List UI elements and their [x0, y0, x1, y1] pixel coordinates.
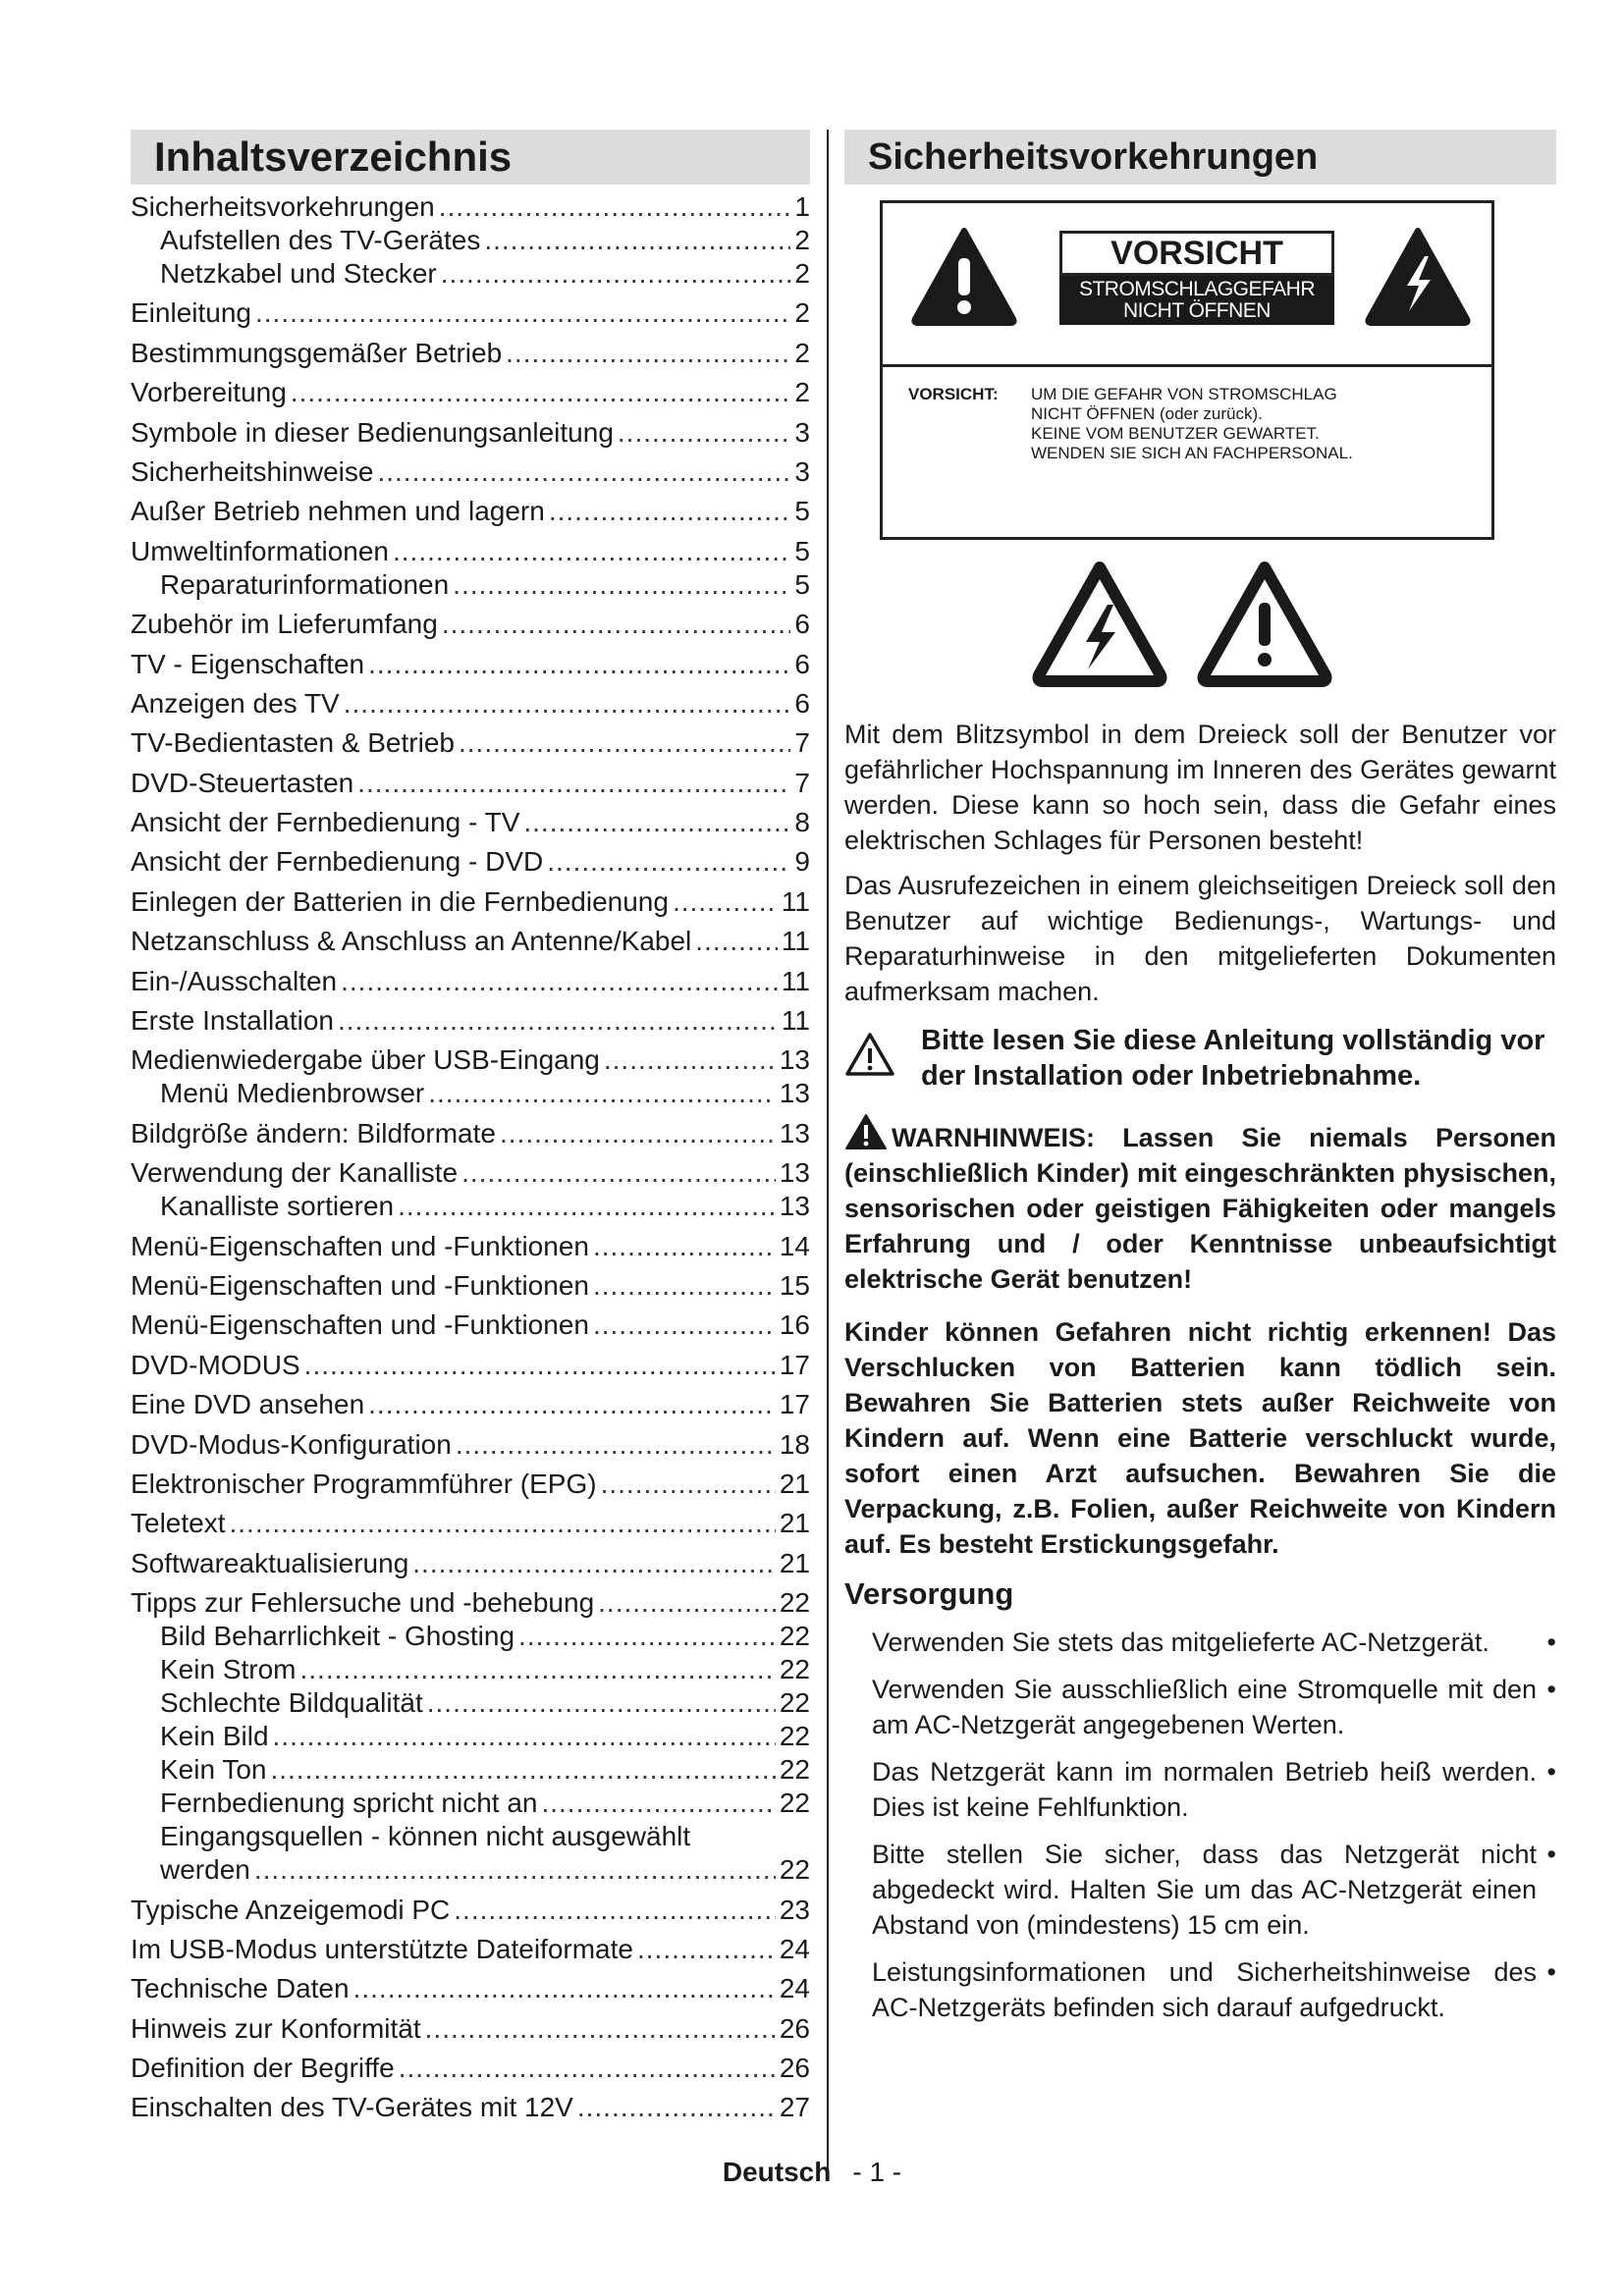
toc-entry: [131, 1388, 810, 1421]
toc-entry: [131, 2012, 810, 2046]
toc-entry-page: 13: [779, 1117, 810, 1148]
toc-dot-leader: [601, 1468, 776, 1501]
toc-entry-page: 24: [779, 1973, 810, 2004]
toc-dot-leader: [547, 845, 790, 879]
toc-entry: [131, 2052, 810, 2085]
toc-entry-title: Tipps zur Fehlersuche und -behebung: [131, 1587, 595, 1619]
toc-dot-leader: [291, 376, 791, 409]
toc-entry: [131, 1507, 810, 1540]
toc-entry-page: 15: [779, 1269, 810, 1301]
toc-entry: [131, 1077, 810, 1110]
toc-entry-page: 2: [794, 258, 810, 289]
caution-label: [1059, 231, 1334, 325]
toc-entry: [131, 1720, 810, 1753]
toc-entry-page: 7: [794, 727, 810, 759]
toc-dot-leader: [412, 1547, 776, 1580]
toc-dot-leader: [549, 495, 791, 528]
toc-column: [131, 130, 810, 2124]
toc-entry-title: Anzeigen des TV: [131, 687, 340, 719]
caution-label-top: [883, 203, 1491, 367]
toc-entry-title: Symbole in dieser Bedienungsanleitung: [131, 416, 614, 448]
toc-entry: [131, 224, 810, 257]
toc-entry: [131, 1230, 810, 1263]
toc-dot-leader: [453, 568, 790, 602]
toc-entry: [131, 1972, 810, 2005]
toc-entry-title: Verwendung der Kanalliste: [131, 1157, 459, 1189]
toc-dot-leader: [368, 1388, 776, 1421]
toc-entry-title: Menü-Eigenschaften und -Funktionen: [131, 1269, 589, 1301]
bullet-mark: •: [1546, 1628, 1556, 1657]
supply-bullets: [844, 1625, 1556, 2025]
toc-entry-page: 2: [794, 225, 810, 255]
exclamation-symbol-explanation: Das Ausrufezeichen in einem gleichseitigen Dreieck soll den Benutzer auf wichtige Bedienungs-, Wartungs- und Reparaturhinweise in den mitgelieferten Dokumenten aufmerksam machen.: [844, 871, 1556, 1006]
toc-entry-page: 2: [794, 377, 810, 408]
toc-dot-leader: [593, 1308, 776, 1342]
toc-entry-page: 21: [779, 1547, 810, 1578]
toc-entry-title: Kein Ton: [160, 1754, 267, 1786]
toc-entry: [131, 1686, 810, 1720]
toc-entry: [131, 767, 810, 800]
toc-entry: [131, 337, 810, 370]
toc-entry-title: Zubehör im Lieferumfang: [131, 609, 438, 640]
toc-entry: [131, 1787, 810, 1820]
toc-entry-title: Fernbedienung spricht nicht an: [160, 1788, 538, 1819]
toc-entry: [131, 1468, 810, 1501]
toc-entry-page: 17: [779, 1349, 810, 1380]
toc-entry-page: 26: [779, 2053, 810, 2084]
toc-entry-page: 22: [779, 1687, 810, 1719]
toc-dot-leader: [270, 1753, 775, 1787]
toc-entry-title: Netzkabel und Stecker: [160, 258, 437, 289]
supply-heading: Versorgung: [844, 1576, 1014, 1611]
toc-entry-title: Typische Anzeigemodi PC: [131, 1894, 451, 1925]
toc-entry: [131, 806, 810, 839]
toc-dot-leader: [618, 416, 791, 450]
toc-entry-page: 17: [779, 1389, 810, 1420]
bullet-mark: •: [1546, 1757, 1556, 1787]
toc-entry-page: 16: [779, 1309, 810, 1341]
toc-dot-leader: [255, 296, 790, 330]
caution-line: NICHT ÖFFNEN (oder zurück).: [1031, 404, 1263, 423]
toc-entry-title: Aufstellen des TV-Gerätes: [160, 225, 481, 255]
toc-entry-title: Netzanschluss & Anschluss an Antenne/Kabel: [131, 926, 692, 957]
toc-entry: [131, 455, 810, 489]
toc-entry-page: 21: [779, 1508, 810, 1539]
toc-entry-page: 22: [779, 1587, 810, 1619]
read-notice-text: Bitte lesen Sie diese Anleitung vollständig vor der Installation oder Inbetriebnahme.: [921, 1025, 1545, 1092]
toc-entry: [131, 1653, 810, 1686]
toc-entry-title: Menü-Eigenschaften und -Funktionen: [131, 1309, 589, 1341]
toc-entry: [131, 376, 810, 409]
toc-entry-page: 5: [794, 535, 810, 566]
toc-entry-title: Ansicht der Fernbedienung - TV: [131, 807, 520, 838]
caution-text-body: [1031, 385, 1353, 463]
caution-label-box: [880, 200, 1494, 540]
toc-entry-page: 22: [779, 1754, 810, 1786]
supply-bullet-text: Das Netzgerät kann im normalen Betrieb heiß werden. Dies ist keine Fehlfunktion.: [872, 1757, 1537, 1822]
toc-entry: [131, 2091, 810, 2124]
toc-dot-leader: [454, 1894, 776, 1927]
toc-entry: [131, 687, 810, 721]
toc-entry-page: 2: [794, 337, 810, 368]
toc-dot-leader: [695, 925, 778, 958]
toc-dot-leader: [593, 1269, 776, 1303]
toc-entry: [131, 1156, 810, 1190]
warning-paragraph: [844, 1113, 1556, 1297]
toc-entry-title: Menü-Eigenschaften und -Funktionen: [131, 1230, 589, 1261]
toc-entry-page: 24: [779, 1933, 810, 1964]
toc-title: Inhaltsverzeichnis: [131, 130, 810, 185]
toc-entry: [131, 1894, 810, 1927]
bullet-mark: •: [1546, 1957, 1556, 1987]
toc-entry-title: Einleitung: [131, 297, 251, 329]
toc-dot-leader: [523, 806, 790, 839]
exclamation-triangle-icon: [910, 225, 1018, 327]
caution-line: WENDEN SIE SICH AN FACHPERSONAL.: [1031, 444, 1353, 462]
warning-text: WARNHINWEIS: Lassen Sie niemals Personen (einschließlich Kinder) mit eingeschränkten physischen, sensorischen oder geistigen Fähigkeiten oder mangels Erfahrung und / oder Kenntnisse unbeaufsichtigt elektrische Gerät benutzen!: [844, 1123, 1556, 1294]
bullet-mark: •: [1546, 1840, 1556, 1869]
supply-bullet-text: Leistungsinformationen und Sicherheitshinweise des AC-Netzgeräts befinden sich darauf aufgedruckt.: [872, 1957, 1537, 2022]
toc-entry-page: 13: [779, 1191, 810, 1222]
toc-dot-leader: [441, 257, 791, 291]
toc-dot-leader: [399, 2052, 776, 2085]
toc-entry-title: Kein Bild: [160, 1721, 269, 1752]
toc-entry: [131, 568, 810, 602]
toc-dot-leader: [428, 1077, 776, 1110]
toc-entry-page: 6: [794, 687, 810, 719]
toc-entry: [131, 1117, 810, 1150]
toc-entry-title: Ansicht der Fernbedienung - DVD: [131, 846, 544, 878]
toc-dot-leader: [673, 885, 778, 919]
read-notice: [844, 1023, 1556, 1094]
toc-dot-leader: [500, 1117, 776, 1150]
toc-entry-title: TV-Bedientasten & Betrieb: [131, 727, 455, 759]
toc-dot-leader: [368, 648, 790, 681]
toc-entry-page: 13: [779, 1044, 810, 1076]
caution-line: KEINE VOM BENUTZER GEWARTET.: [1031, 424, 1320, 443]
toc-entry-page: 13: [779, 1078, 810, 1109]
toc-entry-title: TV - Eigenschaften: [131, 648, 365, 679]
toc-entry: [131, 1820, 810, 1853]
toc-entry: [131, 1043, 810, 1077]
toc-entry: [131, 965, 810, 998]
toc-dot-leader: [398, 1190, 776, 1223]
toc-entry-title: DVD-Modus-Konfiguration: [131, 1428, 452, 1460]
toc-entry: [131, 1349, 810, 1382]
toc-entry-title: Bestimmungsgemäßer Betrieb: [131, 337, 503, 368]
toc-entry-title: Elektronischer Programmführer (EPG): [131, 1468, 597, 1499]
toc-entry-page: 6: [794, 609, 810, 640]
toc-dot-leader: [456, 1428, 776, 1462]
toc-entry: [131, 1853, 810, 1887]
toc-entry-title: Im USB-Modus unterstützte Dateiformate: [131, 1933, 633, 1964]
toc-entry: [131, 925, 810, 958]
toc-entry-title: Eingangsquellen - können nicht ausgewählt: [160, 1821, 691, 1852]
supply-bullet-text: Verwenden Sie stets das mitgelieferte AC-Netzgerät.: [872, 1628, 1489, 1657]
toc-entry-page: 22: [779, 1621, 810, 1652]
toc-entry-title: Bildgröße ändern: Bildformate: [131, 1117, 496, 1148]
toc-entry-page: 3: [794, 455, 810, 487]
toc-entry: [131, 726, 810, 760]
supply-bullet-text: Bitte stellen Sie sicher, dass das Netzgerät nicht abgedeckt wird. Halten Sie um das AC-Netzgerät einen Abstand von (mindestens) 15 cm ein.: [872, 1840, 1537, 1940]
toc-entry-page: 9: [794, 846, 810, 878]
toc-entry-page: 2: [794, 297, 810, 329]
toc-entry-title: Hinweis zur Konformität: [131, 2012, 421, 2044]
warning-outline-icon: [844, 1031, 895, 1078]
toc-entry-page: 18: [779, 1428, 810, 1460]
toc-dot-leader: [377, 455, 790, 489]
safety-title: Sicherheitsvorkehrungen: [844, 130, 1556, 185]
toc-entry-title: Sicherheitsvorkehrungen: [131, 191, 435, 222]
toc-entry: [131, 845, 810, 879]
toc-entry: [131, 535, 810, 568]
toc-dot-leader: [484, 224, 790, 257]
toc-entry-title: Reparaturinformationen: [160, 568, 450, 600]
toc-entry-title: Einschalten des TV-Gerätes mit 12V: [131, 2092, 573, 2123]
toc-dot-leader: [439, 190, 791, 224]
toc-entry-page: 14: [779, 1230, 810, 1261]
toc-entry-page: 11: [781, 1005, 810, 1037]
toc-entry: [131, 1753, 810, 1787]
toc-entry-title: Erste Installation: [131, 1005, 334, 1037]
toc-list: [131, 190, 810, 2124]
toc-entry: [131, 1586, 810, 1620]
toc-entry-title: Schlechte Bildqualität: [160, 1687, 423, 1719]
toc-entry: [131, 296, 810, 330]
toc-dot-leader: [604, 1043, 776, 1077]
toc-entry-title: DVD-Steuertasten: [131, 767, 354, 798]
toc-entry-title: DVD-MODUS: [131, 1349, 300, 1380]
toc-entry-title: Eine DVD ansehen: [131, 1389, 365, 1420]
toc-entry: [131, 648, 810, 681]
toc-entry-page: 27: [779, 2092, 810, 2123]
toc-entry: [131, 1190, 810, 1223]
supply-bullet: [872, 1754, 1556, 1825]
toc-entry-title: Medienwiedergabe über USB-Eingang: [131, 1044, 600, 1076]
toc-dot-leader: [459, 726, 790, 760]
toc-dot-leader: [304, 1349, 776, 1382]
toc-entry: [131, 257, 810, 291]
column-divider: [827, 130, 829, 2169]
toc-entry-title: Technische Daten: [131, 1973, 350, 2004]
toc-dot-leader: [230, 1507, 776, 1540]
caution-text-label: VORSICHT:: [908, 385, 999, 403]
toc-entry: [131, 608, 810, 641]
lightning-triangle-icon: [1364, 225, 1472, 327]
toc-dot-leader: [341, 965, 778, 998]
toc-entry: [131, 1269, 810, 1303]
caution-subtitle: [1059, 276, 1334, 325]
toc-dot-leader: [637, 1933, 776, 1966]
toc-entry: [131, 416, 810, 450]
toc-dot-leader: [254, 1853, 776, 1887]
toc-dot-leader: [593, 1230, 776, 1263]
toc-entry-page: 6: [794, 648, 810, 679]
toc-entry-title: Vorbereitung: [131, 377, 287, 408]
toc-dot-leader: [427, 1686, 776, 1720]
caution-sub-line1: STROMSCHLAGGEFAHR: [1078, 278, 1316, 300]
toc-entry-page: 1: [794, 191, 810, 222]
toc-dot-leader: [300, 1653, 776, 1686]
toc-entry-title: Bild Beharrlichkeit - Ghosting: [160, 1621, 515, 1652]
toc-entry-page: 22: [779, 1654, 810, 1685]
toc-entry-page: 5: [794, 568, 810, 600]
exclamation-outline-triangle-icon: [1196, 558, 1333, 689]
toc-entry-page: 11: [781, 885, 810, 917]
toc-entry-title: Umweltinformationen: [131, 535, 389, 566]
toc-entry: [131, 495, 810, 528]
toc-entry-title: Softwareaktualisierung: [131, 1547, 409, 1578]
toc-dot-leader: [353, 1972, 776, 2005]
toc-entry: [131, 1428, 810, 1462]
supply-bullet-text: Verwenden Sie ausschließlich eine Stromquelle mit den am AC-Netzgerät angegebenen Werten.: [872, 1675, 1537, 1739]
toc-entry-title: Teletext: [131, 1508, 226, 1539]
toc-entry: [131, 190, 810, 224]
toc-entry: [131, 885, 810, 919]
toc-entry-page: 13: [779, 1157, 810, 1189]
toc-entry-page: 11: [781, 926, 810, 957]
toc-dot-leader: [541, 1787, 775, 1820]
supply-bullet: [872, 1625, 1556, 1660]
lightning-symbol-explanation: Mit dem Blitzsymbol in dem Dreieck soll der Benutzer vor gefährlicher Hochspannung im Inneren des Gerätes gewarnt werden. Diese kann so hoch sein, dass die Gefahr eines elektrischen Schlages für Personen besteht!: [844, 720, 1556, 855]
caution-heading: VORSICHT: [1059, 231, 1334, 276]
toc-entry-title: Ein-/Ausschalten: [131, 965, 338, 996]
supply-bullet: [872, 1954, 1556, 2025]
page-number: - 1 -: [852, 2157, 902, 2187]
toc-entry-title: Menü Medienbrowser: [160, 1078, 425, 1109]
toc-entry-page: 3: [794, 416, 810, 448]
toc-entry-page: 22: [779, 1721, 810, 1752]
toc-entry-page: 8: [794, 807, 810, 838]
symbol-icons: [1031, 558, 1556, 695]
children-warning: Kinder können Gefahren nicht richtig erkennen! Das Verschlucken von Batterien kann tödlich sein. Bewahren Sie Batterien stets außer Reichweite von Kindern auf. Wenn eine Batterie verschluckt wurde, sofort einen Arzt aufsuchen. Bewahren Sie die Verpackung, z.B. Folien, außer Reichweite von Kindern auf. Es besteht Erstickungsgefahr.: [844, 1317, 1556, 1559]
toc-dot-leader: [425, 2012, 776, 2046]
toc-entry-title: Kanalliste sortieren: [160, 1191, 395, 1222]
toc-dot-leader: [344, 687, 791, 721]
toc-entry: [131, 1933, 810, 1966]
toc-dot-leader: [461, 1156, 776, 1190]
toc-entry-page: 11: [781, 965, 810, 996]
toc-dot-leader: [598, 1586, 776, 1620]
page-footer: [0, 2157, 1624, 2188]
toc-entry-page: 23: [779, 1894, 810, 1925]
bullet-mark: •: [1546, 1675, 1556, 1704]
toc-entry-title: werden: [160, 1854, 250, 1886]
toc-dot-leader: [518, 1620, 776, 1653]
toc-entry-page: 26: [779, 2012, 810, 2044]
toc-entry-title: Einlegen der Batterien in die Fernbedienung: [131, 885, 669, 917]
toc-entry: [131, 1308, 810, 1342]
lightning-outline-triangle-icon: [1031, 558, 1168, 689]
supply-bullet: [872, 1672, 1556, 1742]
toc-dot-leader: [338, 1004, 778, 1038]
toc-entry-title: Außer Betrieb nehmen und lagern: [131, 496, 545, 527]
safety-column: [844, 130, 1556, 2025]
toc-entry-title: Definition der Begriffe: [131, 2053, 395, 2084]
toc-entry-title: Sicherheitshinweise: [131, 455, 374, 487]
caution-sub-line2: NICHT ÖFFNEN: [1123, 299, 1271, 322]
toc-dot-leader: [577, 2091, 776, 2124]
warning-filled-icon: [844, 1113, 888, 1150]
toc-entry-page: 21: [779, 1468, 810, 1499]
toc-entry: [131, 1004, 810, 1038]
toc-dot-leader: [393, 535, 790, 568]
toc-entry: [131, 1547, 810, 1580]
toc-entry-page: 22: [779, 1854, 810, 1886]
toc-entry-title: Kein Strom: [160, 1654, 297, 1685]
toc-entry-page: 5: [794, 496, 810, 527]
toc-entry: [131, 1620, 810, 1653]
toc-entry-page: 22: [779, 1788, 810, 1819]
toc-dot-leader: [506, 337, 790, 370]
footer-language: Deutsch: [722, 2157, 832, 2187]
toc-dot-leader: [357, 767, 790, 800]
caution-line: UM DIE GEFAHR VON STROMSCHLAG: [1031, 385, 1337, 403]
toc-dot-leader: [442, 608, 791, 641]
caution-text: [883, 367, 1491, 463]
toc-entry-page: 7: [794, 767, 810, 798]
supply-bullet: [872, 1837, 1556, 1943]
toc-dot-leader: [273, 1720, 776, 1753]
